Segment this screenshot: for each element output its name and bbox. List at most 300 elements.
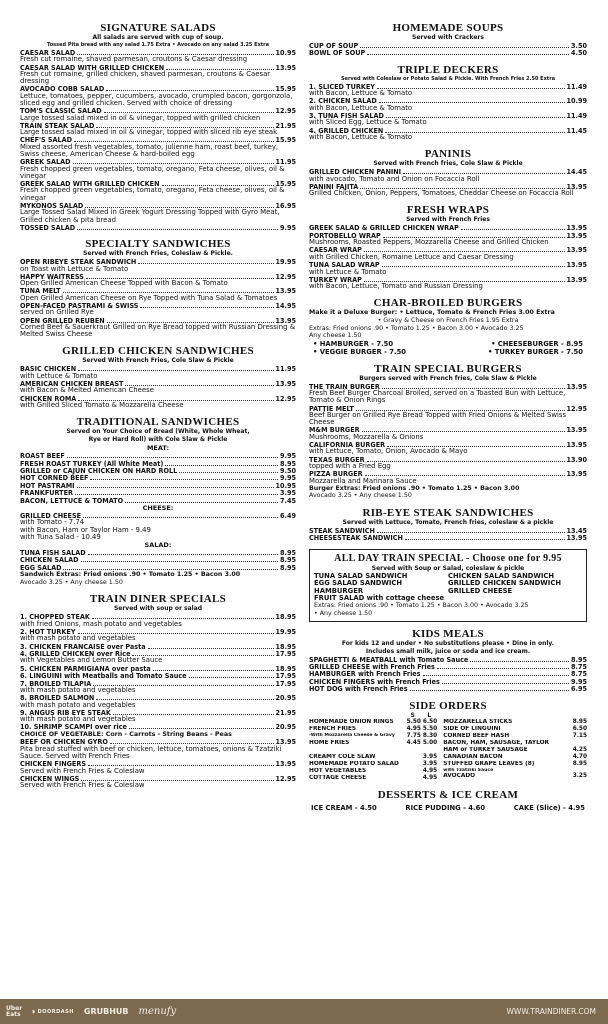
- right-column: [309, 22, 587, 822]
- item-price: 9.50: [280, 466, 296, 475]
- menu-item: [20, 556, 296, 563]
- leader-dots: [140, 302, 273, 308]
- item-price: 11.49: [566, 111, 587, 121]
- extras-note: Extras: Fried onions .90 • Tomato 1.25 • Bacon 3.00 • Avocado 3.25: [309, 324, 524, 332]
- item-name: FRESH ROAST TURKEY (All White Meat): [20, 458, 164, 468]
- item-price: 3.50: [571, 41, 587, 50]
- item-name: BEEF OR CHICKEN GYRO: [20, 737, 108, 747]
- section-title: KIDS MEALS: [412, 627, 484, 640]
- item-price: 11.45: [566, 125, 587, 135]
- section-title: FRESH WRAPS: [406, 204, 490, 217]
- item-desc: Large tossed salad mixed in oil & vinegar, topped with sliced rib eye steak: [20, 128, 278, 137]
- dessert-item: ICE CREAM - 4.50: [311, 803, 377, 812]
- side-price: 6.50: [572, 725, 587, 732]
- delivery-logos: [0, 999, 176, 1024]
- section-subtitle: Served with soup or salad: [113, 605, 203, 613]
- side-item: [309, 754, 437, 761]
- leader-dots: [125, 380, 273, 386]
- item-name: TUNA FISH SALAD: [20, 548, 86, 558]
- side-name: CANADIAN BACON: [443, 753, 503, 760]
- ubereats-logo: [6, 1006, 22, 1018]
- leader-dots: [365, 470, 565, 476]
- item-name: OPEN-FACED PASTRAMI & SWISS: [20, 300, 139, 310]
- side-price: 5.50 6.50: [406, 718, 438, 725]
- item-name: HAPPY WAITRESS: [20, 271, 84, 281]
- item-price: 10.95: [275, 480, 296, 490]
- item-name: GRILLED CHICKEN PANINI: [309, 167, 402, 177]
- item-price: 9.95: [280, 222, 296, 232]
- item-desc: with mash potato and vegetables: [20, 700, 136, 709]
- side-item: [443, 773, 587, 780]
- side-item: [309, 768, 437, 775]
- meat-list: [20, 452, 296, 504]
- item-name: 1. CHOPPED STEAK: [20, 612, 90, 622]
- leader-dots: [360, 42, 569, 48]
- leader-dots: [106, 85, 273, 91]
- extras-note: Avocado 3.25 • Any cheese 1.50: [20, 578, 123, 586]
- item-price: 9.95: [280, 473, 296, 483]
- sides-left: [309, 712, 437, 782]
- item-name: CHEESESTEAK SANDWICH: [309, 533, 403, 543]
- side-item: [309, 761, 437, 768]
- item-desc: with Bacon, Lettuce & Tomato: [309, 103, 413, 112]
- burger-item: • VEGGIE BURGER - 7.50: [313, 347, 407, 356]
- item-name: CAESAR SALAD: [20, 48, 76, 57]
- leader-dots: [107, 317, 274, 323]
- item-price: 10.95: [275, 48, 296, 57]
- item-name: 2. CHICKEN SALAD: [309, 96, 377, 106]
- leader-dots: [77, 224, 278, 230]
- item-name: GREEK SALAD & GRILLED CHICKEN WRAP: [309, 223, 459, 233]
- sides-right-list: [443, 719, 587, 780]
- section-subtitle: Served with Soup or Salad, coleslaw & pickle: [371, 564, 525, 572]
- section-title: RIB-EYE STEAK SANDWICHES: [362, 506, 534, 519]
- item-name: MYKONOS SALAD: [20, 200, 84, 210]
- item-name: 2. HOT TURKEY: [20, 627, 76, 637]
- item-price: 14.95: [275, 300, 296, 310]
- item-desc: with Grilled Sliced Tomato & Mozzarella Cheese: [20, 400, 184, 409]
- item-price: 6.49: [280, 511, 296, 521]
- item-price: 17.95: [275, 671, 296, 681]
- item-price: 13.95: [566, 274, 587, 284]
- burger-row: [309, 348, 587, 356]
- item-price: 8.75: [571, 661, 587, 671]
- item-desc: with Bacon & Melted American Cheese: [20, 386, 154, 395]
- char-broiled-section: [309, 297, 587, 355]
- item-desc: with Vegetables and Lemon Butter Sauce: [20, 656, 163, 665]
- side-name: HOT VEGETABLES: [309, 767, 367, 774]
- sides-grid: [309, 712, 587, 782]
- item-price: 18.95: [275, 641, 296, 651]
- item-name: 4. GRILLED CHICKEN: [309, 125, 384, 135]
- menu-item: [20, 497, 296, 504]
- item-price: 18.95: [275, 612, 296, 622]
- sides-left-list: [309, 719, 437, 782]
- deluxe-note: • Gravy & Cheese on French Fries 1.95 Extra: [377, 316, 519, 324]
- side-item: [443, 740, 587, 747]
- item-desc: Beef Burger on Grilled Rye Bread Topped with Fried Onions & Melted Swiss Cheese: [309, 410, 567, 427]
- item-name: THE TRAIN BURGER: [309, 381, 380, 391]
- leader-dots: [362, 426, 565, 432]
- item-name: BASIC CHICKEN: [20, 364, 77, 374]
- extras-note: Extras: Fried onions .90 • Tomato 1.25 • Bacon 3.00 • Avocado 3.25: [314, 602, 529, 610]
- leader-dots: [385, 127, 564, 133]
- item-price: 17.95: [275, 649, 296, 659]
- leader-dots: [189, 672, 274, 678]
- side-price: 3.95: [422, 760, 438, 767]
- item-desc: with Bacon, Lettuce & Tomato: [309, 89, 413, 98]
- item-name: SPAGHETTI & MEATBALL with Tomato Sauce: [309, 654, 469, 664]
- item-name: 1. SLICED TURKEY: [309, 81, 375, 91]
- side-item: [443, 754, 587, 761]
- item-desc: with Lettuce & Tomato: [20, 371, 98, 380]
- item-name: GRILLED or CAJUN CHICKEN ON HARD ROLL: [20, 466, 178, 475]
- cheese-label: CHEESE:: [142, 504, 174, 513]
- item-name: ROAST BEEF: [20, 451, 65, 461]
- item-name: GRILLED CHEESE with French Fries: [309, 661, 435, 671]
- item-desc: Fresh cut romaine, grilled chicken, shaved parmesan, croutons & Caesar dressing: [20, 70, 271, 86]
- item-name: 4. GRILLED CHICKEN over Rice: [20, 649, 131, 659]
- dessert-row: [309, 801, 587, 815]
- section-title: TRAIN DINER SPECIALS: [89, 593, 227, 606]
- diner-list: [20, 613, 296, 730]
- section-title: TRIPLE DECKERS: [397, 63, 499, 76]
- special-grid: [314, 573, 582, 603]
- leader-dots: [74, 136, 273, 142]
- item-name: BACON, LETTUCE & TOMATO: [20, 495, 124, 505]
- side-price: 3.95: [422, 753, 438, 760]
- leader-dots: [93, 680, 273, 686]
- section-subtitle: Served With French Fries, Cole Slaw & Pickle: [82, 357, 234, 365]
- side-item: [309, 733, 437, 740]
- item-price: 13.95: [566, 245, 587, 255]
- side-price: 3.25: [572, 772, 587, 779]
- item-name: TRAIN STEAK SALAD: [20, 120, 95, 130]
- section-title: PANINIS: [424, 148, 472, 161]
- item-price: 20.95: [275, 693, 296, 703]
- side-item: [309, 775, 437, 782]
- section-title: CHAR-BROILED BURGERS: [373, 297, 523, 310]
- burger-item: • TURKEY BURGER - 7.50: [487, 347, 583, 356]
- vegetable-choice: CHOICE OF VEGETABLE: Corn - Carrots - String Beans - Peas: [20, 730, 232, 738]
- item-name: AMERICAN CHICKEN BREAST: [20, 378, 124, 388]
- paninis-section: [309, 148, 587, 197]
- meat-label: MEAT:: [146, 444, 170, 453]
- item-price: 13.95: [566, 260, 587, 270]
- menu-item: [20, 723, 296, 730]
- ubereats-logo-word: Uber: [6, 1004, 23, 1012]
- item-desc: Fresh cut romaine, shaved parmesan, croutons & Caesar dressing: [20, 55, 248, 64]
- traditional-sandwiches-section: [20, 416, 296, 586]
- leader-dots: [88, 760, 274, 766]
- leader-dots: [166, 64, 273, 70]
- leader-dots: [86, 273, 274, 279]
- side-name: COTTAGE CHEESE: [309, 774, 367, 781]
- side-price: 4.95 5.50: [406, 725, 438, 732]
- section-subtitle: Served with Lettuce, Tomato, French fries, coleslaw & a pickle: [342, 518, 554, 526]
- section-title: SPECIALTY SANDWICHES: [85, 238, 231, 251]
- item-price: 13.95: [275, 378, 296, 388]
- leader-dots: [88, 549, 278, 555]
- leader-dots: [104, 107, 274, 113]
- item-name: PATTIE MELT: [309, 403, 354, 413]
- leader-dots: [405, 534, 565, 540]
- extras-note: Avocado 3.25 • Any cheese 1.50: [309, 492, 412, 500]
- wraps-section: [309, 204, 587, 290]
- item-desc: on Toast with Lettuce & Tomato: [20, 264, 129, 273]
- item-name: 10. SHRIMP SCAMPI over rice: [20, 722, 127, 732]
- leader-dots: [75, 489, 278, 495]
- leader-dots: [73, 158, 274, 164]
- leader-dots: [367, 456, 565, 462]
- side-name: AVOCADO: [443, 772, 476, 779]
- item-price: 12.95: [275, 393, 296, 403]
- leader-dots: [179, 467, 278, 473]
- section-subtitle: All salads are served with cup of soup.: [92, 34, 224, 41]
- leader-dots: [387, 441, 564, 447]
- item-desc: Large tossed salad mixed in oil & vinegar, topped with grilled chicken: [20, 113, 261, 122]
- item-name: HAMBURGER with French Fries: [309, 669, 421, 679]
- item-price: 8.95: [280, 562, 296, 572]
- item-price: 9.95: [280, 451, 296, 461]
- left-column: [20, 22, 296, 796]
- ubereats-logo-word: Eats: [6, 1010, 21, 1018]
- leader-dots: [410, 685, 569, 691]
- side-name: [309, 747, 399, 754]
- leader-dots: [110, 738, 274, 744]
- burger-item: • CHEESEBURGER - 8.95: [491, 339, 583, 348]
- item-desc: with Tomato - 7.74: [20, 518, 85, 527]
- item-price: 13.90: [566, 454, 587, 464]
- side-name: CORNED BEEF HASH: [443, 732, 510, 739]
- item-desc: Large Tossed Salad Mixed in Greek Yogurt Dressing Topped with Gyro Meat, Grilled chicken & pita bread: [20, 208, 280, 224]
- triple-deckers-section: [309, 64, 587, 141]
- leader-dots: [470, 656, 569, 662]
- leader-dots: [81, 556, 278, 562]
- section-title: ALL DAY TRAIN SPECIAL - Choose one for 9.95: [334, 552, 562, 564]
- extras-note: • Any cheese 1.50: [314, 609, 373, 617]
- salad-sandwich-list: [20, 549, 296, 571]
- extras-note: Burger Extras: Fried onions .90 • Tomato 1.25 • Bacon 3.00: [309, 484, 520, 492]
- leader-dots: [403, 168, 564, 174]
- side-item: [443, 747, 587, 754]
- item-desc: Grilled Chicken, Onion, Peppers, Tomatoes, Cheddar Cheese on Focaccia Roll: [309, 189, 574, 198]
- item-desc: Fresh chopped green vegetables, tomato, oregano, Feta cheese, olives, oil & vinegar: [20, 186, 285, 202]
- item-price: 16.95: [275, 200, 296, 210]
- item-name: HOT DOG with French Fries: [309, 684, 408, 694]
- soup-list: [309, 42, 587, 57]
- menu-item: [309, 49, 587, 56]
- item-desc: with Grilled Chicken, Romaine Lettuce and Caesar Dressing: [309, 252, 514, 261]
- item-price: 8.95: [280, 548, 296, 558]
- leader-dots: [165, 460, 278, 466]
- all-day-special-box: [309, 549, 587, 622]
- item-name: CAESAR SALAD WITH GRILLED CHICKEN: [20, 62, 165, 72]
- train-burgers-section: [309, 363, 587, 500]
- side-item: [309, 726, 437, 733]
- item-name: CHICKEN SALAD: [20, 555, 79, 565]
- item-name: OPEN GRILLED REUBEN: [20, 315, 105, 325]
- item-price: 8.95: [280, 458, 296, 468]
- section-title: DESSERTS & ICE CREAM: [377, 788, 519, 801]
- item-name: GREEK SALAD WITH GRILLED CHICKEN: [20, 179, 160, 189]
- item-price: 13.95: [275, 759, 296, 769]
- item-price: 11.95: [275, 364, 296, 374]
- website-link[interactable]: WWW.TRAINDINER.COM: [506, 1007, 596, 1016]
- item-name: STEAK SANDWICH: [309, 525, 375, 535]
- item-name: CAESAR WRAP: [309, 245, 362, 255]
- item-desc: Open Grilled American Cheese on Rye Topped with Tuna Salad & Tomatoes: [20, 293, 278, 302]
- ribeye-section: [309, 507, 587, 542]
- side-price: 4.25: [572, 746, 587, 753]
- item-price: 18.95: [275, 663, 296, 673]
- side-price: [549, 740, 587, 747]
- leader-dots: [364, 246, 565, 252]
- item-name: CALIFORNIA BURGER: [309, 439, 386, 449]
- item-name: 6. LINGUINI with Meatballs and Tomato Sauce: [20, 671, 187, 681]
- leader-dots: [360, 183, 564, 189]
- item-name: 9. ANGUS RIB EYE STEAK: [20, 707, 111, 717]
- leader-dots: [138, 258, 273, 264]
- menufy-logo: menufy: [138, 1006, 177, 1017]
- item-price: 13.95: [566, 439, 587, 449]
- leader-dots: [125, 497, 278, 503]
- size-header: S L: [410, 711, 432, 719]
- wrap-list: [309, 224, 587, 290]
- leader-dots: [77, 482, 274, 488]
- size-spacer: [443, 712, 587, 719]
- item-price: 14.45: [566, 167, 587, 177]
- item-desc: with Bacon, Lettuce, Tomato and Russian Dressing: [309, 282, 483, 291]
- item-price: 21.95: [275, 120, 296, 130]
- item-price: 13.95: [566, 230, 587, 240]
- section-title: TRADITIONAL SANDWICHES: [76, 416, 240, 429]
- diner-list-2: [20, 738, 296, 789]
- item-name: CHEF'S SALAD: [20, 135, 73, 145]
- side-item: [443, 761, 587, 768]
- side-name: SIDE OF LINGUINI: [443, 725, 501, 732]
- leader-dots: [153, 665, 274, 671]
- leader-dots: [78, 395, 273, 401]
- item-name: PIZZA BURGER: [309, 469, 363, 479]
- leader-dots: [78, 628, 274, 634]
- side-item: [309, 740, 437, 747]
- leader-dots: [96, 122, 273, 128]
- item-name: GREEK SALAD: [20, 157, 71, 167]
- section-subtitle: Served with French Fries, Coleslaw & Pickle.: [83, 250, 233, 258]
- section-subtitle: Served on Your Choice of Bread (White, Whole Wheat,: [66, 428, 250, 436]
- item-price: 20.95: [275, 722, 296, 732]
- item-desc: with mash potato and vegetables: [20, 634, 136, 643]
- item-name: M&M BURGER: [309, 425, 360, 435]
- menu-item: [309, 534, 587, 541]
- item-name: 8. BROILED SALMON: [20, 693, 95, 703]
- item-desc: Mushrooms, Roasted Peppers, Mozzarella Cheese and Grilled Chicken: [309, 238, 549, 247]
- side-price: 4.45 5.00: [406, 739, 438, 746]
- item-name: CHICKEN FINGERS: [20, 759, 86, 769]
- item-price: 13.95: [275, 62, 296, 72]
- item-name: TUNA SALAD WRAP: [309, 260, 380, 270]
- item-name: CHICKEN ROMA: [20, 393, 77, 403]
- item-name: EGG SALAD: [20, 562, 62, 572]
- leader-dots: [442, 678, 569, 684]
- item-desc: with fried Onions, mash potato and vegetables: [20, 619, 182, 628]
- special-item: HAMBURGER: [314, 586, 364, 595]
- item-name: AVOCADO COBB SALAD: [20, 84, 105, 94]
- special-item: CHICKEN SALAD SANDWICH: [448, 571, 555, 580]
- leader-dots: [461, 224, 565, 230]
- side-name: BACON, HAM, SAUSAGE, TAYLOR: [443, 739, 549, 746]
- side-orders-section: [309, 700, 587, 782]
- leader-dots: [356, 405, 565, 411]
- menu-item: [20, 564, 296, 571]
- item-name: GRILLED CHEESE: [20, 511, 82, 521]
- item-desc: with Sliced Egg, Lettuce & Tomato: [309, 118, 427, 127]
- side-price: 4.70: [572, 753, 587, 760]
- section-subtitle: Burgers served with French fries, Cole Slaw & Pickle: [359, 374, 537, 382]
- item-name: HOT CORNED BEEF: [20, 473, 89, 483]
- item-price: 12.95: [566, 403, 587, 413]
- item-price: 21.95: [275, 707, 296, 717]
- item-price: 8.95: [571, 654, 587, 664]
- menu-item: [20, 224, 296, 231]
- burger-row: [309, 340, 587, 348]
- side-item: [443, 726, 587, 733]
- item-name: 3. TUNA FISH SALAD: [309, 111, 384, 121]
- section-title: GRILLED CHICKEN SANDWICHES: [62, 345, 254, 358]
- section-subtitle: Served with Coleslaw or Potato Salad & Pickle. With French Fries 2.50 Extra: [340, 75, 556, 82]
- section-subtitle: Rye or Hard Roll) with Cole Slaw & Pickle: [88, 436, 228, 444]
- salad-label: SALAD:: [144, 541, 172, 550]
- leader-dots: [377, 527, 565, 533]
- leader-dots: [83, 512, 278, 518]
- item-price: 13.95: [566, 223, 587, 233]
- item-desc: Fresh Beef Burger Charcoal Broiled, served on a Toasted Bun with Lettuce, Tomato & Onion Rings: [309, 389, 566, 405]
- item-price: 17.95: [275, 678, 296, 688]
- item-name: TOSSED SALAD: [20, 222, 76, 232]
- leader-dots: [81, 775, 273, 781]
- item-desc: with Bacon, Ham or Taylor Ham - 9.49: [20, 525, 151, 534]
- leader-dots: [92, 613, 274, 619]
- leader-dots: [382, 383, 565, 389]
- item-name: 3. CHICKEN FRANCAISE over Pasta: [20, 641, 146, 651]
- item-price: 12.95: [275, 271, 296, 281]
- leader-dots: [67, 452, 278, 458]
- side-name: -With Mozzarella Cheese & Gravy: [309, 732, 395, 738]
- item-desc: Mushrooms, Mozzarella & Onions: [309, 432, 424, 441]
- leader-dots: [383, 232, 565, 238]
- kids-meals-section: [309, 628, 587, 693]
- extras-note: Sandwich Extras: Fried onions .90 • Tomato 1.25 • Bacon 3.00: [20, 571, 241, 579]
- item-name: FRANKFURTER: [20, 488, 73, 498]
- side-name: with Tzatziki Sauce: [443, 767, 494, 773]
- item-desc: Fresh chopped green vegetables, tomato, oregano, Feta cheese, olives, oil & vinegar: [20, 164, 285, 180]
- item-name: BOWL OF SOUP: [309, 48, 366, 58]
- leader-dots: [379, 97, 565, 103]
- item-desc: Pita bread stuffed with beef or chicken, lettuce, tomatoes, onions & Tzatziki Sauce. Served with French Fries: [20, 744, 282, 760]
- leader-dots: [63, 564, 278, 570]
- deluxe-note: Make it a Deluxe Burger: • Lettuce, Tomato & French Fries 3.00 Extra: [309, 309, 555, 317]
- grilled-list: [20, 365, 296, 409]
- doordash-logo-text: DOORDASH: [37, 1008, 74, 1015]
- special-item: TUNA SALAD SANDWICH: [314, 571, 408, 580]
- side-name: MOZZARELLA STICKS: [443, 718, 513, 725]
- section-subtitle: Includes small milk, juice or soda and ice cream.: [365, 647, 531, 655]
- leader-dots: [96, 694, 273, 700]
- item-desc: with Lettuce, Tomato, Onion, Avocado & Mayo: [309, 447, 468, 456]
- item-price: 7.45: [280, 495, 296, 505]
- item-price: 11.95: [275, 157, 296, 167]
